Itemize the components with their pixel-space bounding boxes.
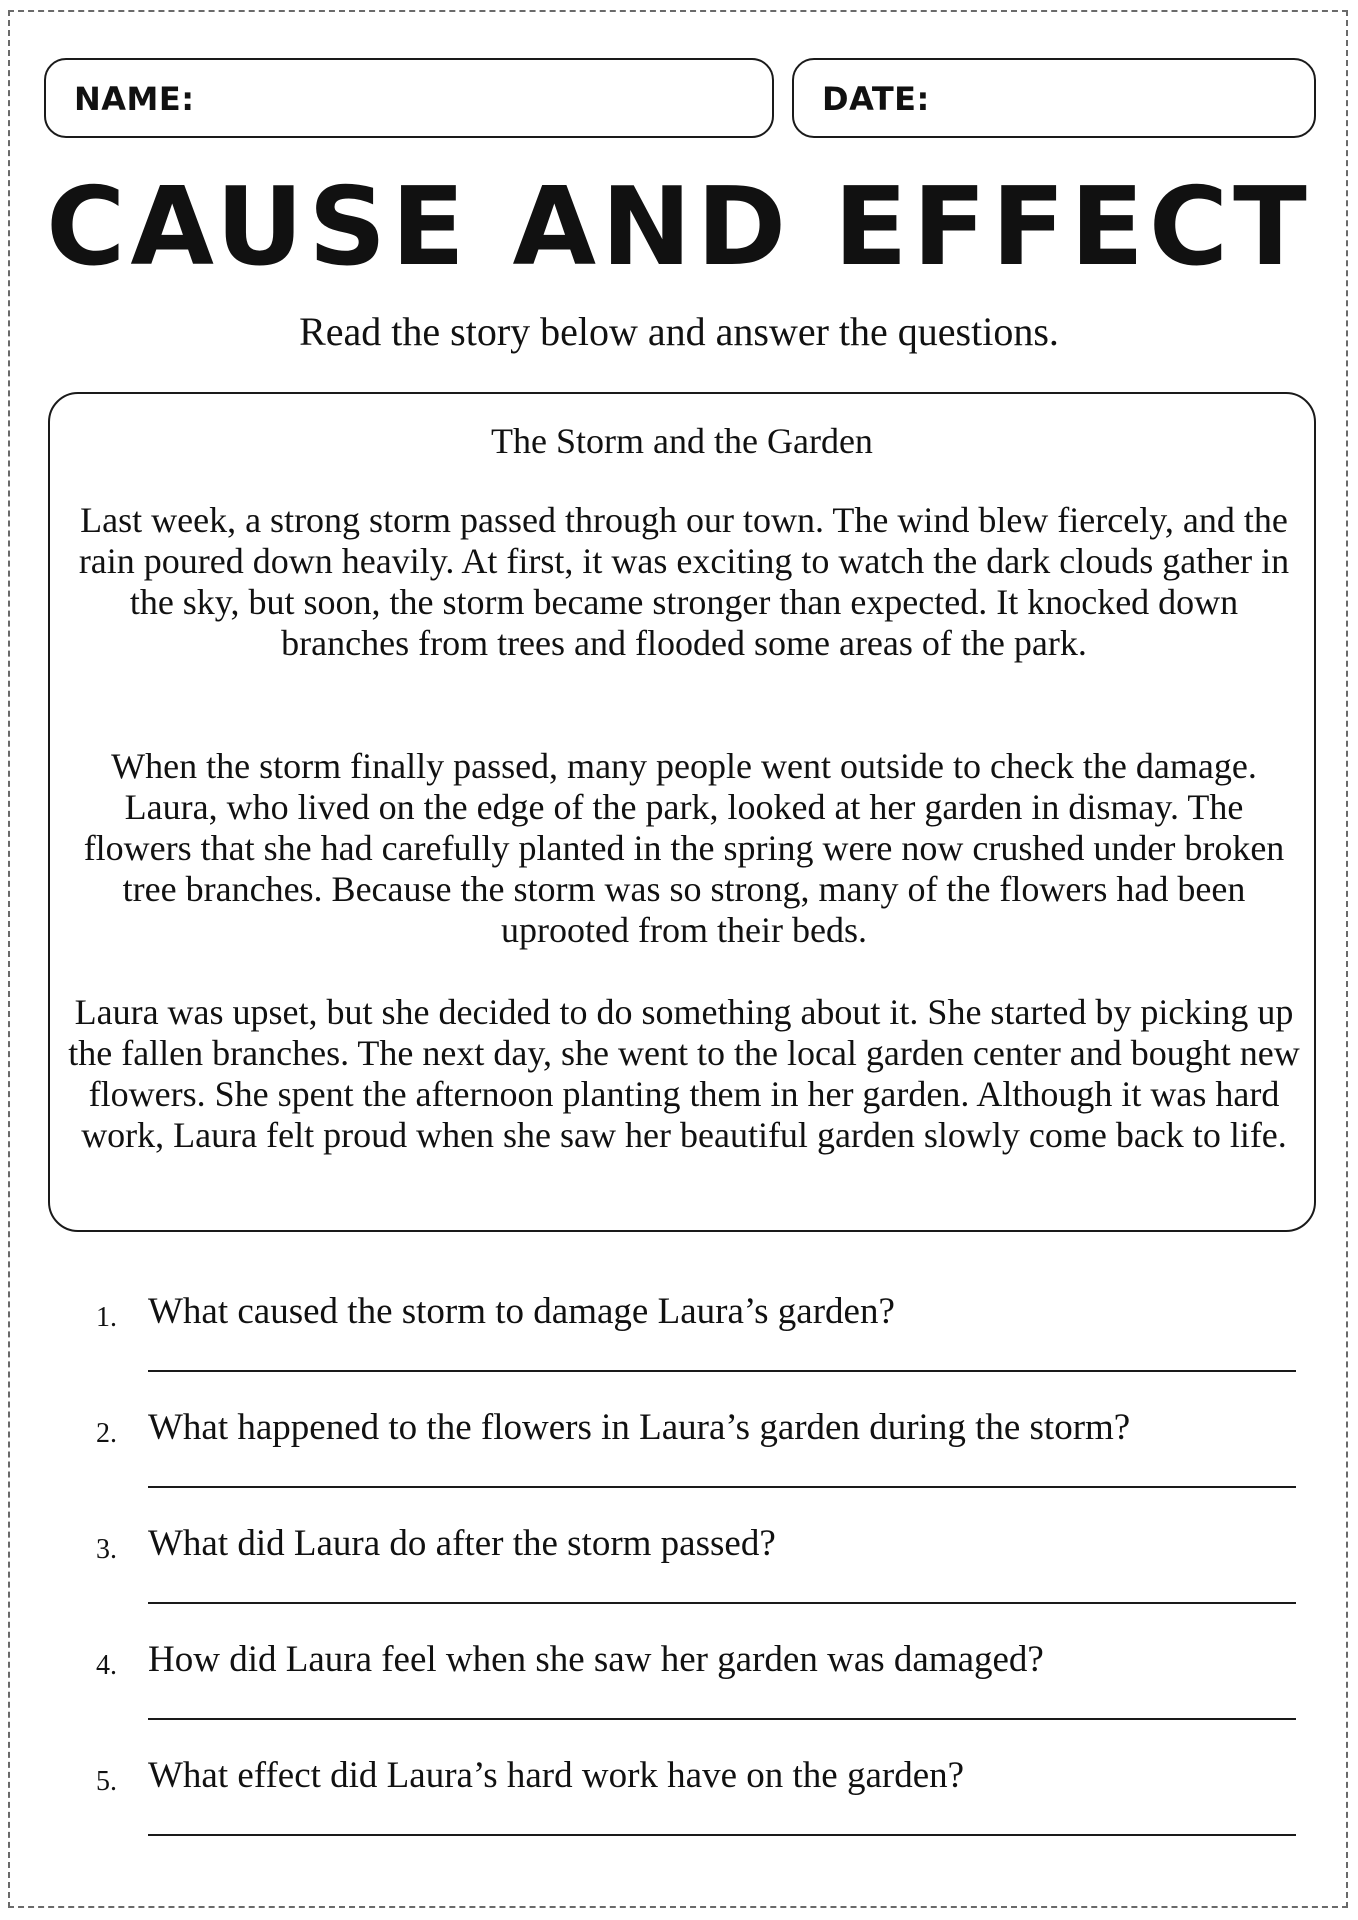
question-2 — [0, 1406, 1358, 1516]
story-paragraph: Last week, a strong storm passed through our town. The wind blew fiercely, and the rain poured down heavily. At first, it was exciting to watch the dark clouds gather in the sky, but soon, the storm became stronger than expected. It knocked down branches from trees and flooded some areas of the park. — [78, 500, 1290, 663]
question-1 — [0, 1290, 1358, 1400]
answer-line[interactable] — [148, 1602, 1296, 1604]
question-3 — [0, 1522, 1358, 1632]
story-paragraph: When the storm finally passed, many people went outside to check the damage. Laura, who lived on the edge of the park, looked at her garden in dismay. The flowers that she had carefully planted in the spring were now crushed under broken tree branches. Because the storm was so strong, many of the flowers had been uprooted from their beds. — [83, 746, 1285, 950]
instructions: Read the story below and answer the questions. — [299, 309, 1059, 354]
answer-line[interactable] — [148, 1834, 1296, 1836]
date-field[interactable] — [792, 58, 1316, 138]
name-field[interactable] — [44, 58, 774, 138]
question-number: 2. — [96, 1418, 117, 1449]
story-box — [48, 392, 1316, 1232]
question-4 — [0, 1638, 1358, 1748]
answer-line[interactable] — [148, 1718, 1296, 1720]
question-number: 4. — [96, 1650, 117, 1681]
question-text: What caused the storm to damage Laura’s garden? — [148, 1291, 895, 1332]
story-paragraph: Laura was upset, but she decided to do something about it. She started by picking up the fallen branches. The next day, she went to the local garden center and bought new flowers. She spent the afternoon planting them in her garden. Although it was hard work, Laura felt proud when she saw her beautiful garden slowly come back to life. — [68, 992, 1300, 1155]
name-label: NAME: — [74, 80, 195, 118]
question-5 — [0, 1754, 1358, 1864]
question-text: How did Laura feel when she saw her garden was damaged? — [148, 1639, 1044, 1680]
story-title: The Storm and the Garden — [491, 421, 873, 461]
question-number: 3. — [96, 1534, 117, 1565]
question-text: What did Laura do after the storm passed? — [148, 1523, 776, 1564]
worksheet-title: CAUSE AND EFFECT — [46, 165, 1312, 290]
answer-line[interactable] — [148, 1370, 1296, 1372]
question-number: 5. — [96, 1766, 117, 1797]
question-text: What happened to the flowers in Laura’s garden during the storm? — [148, 1407, 1131, 1448]
question-text: What effect did Laura’s hard work have on the garden? — [148, 1755, 965, 1796]
question-number: 1. — [96, 1302, 117, 1333]
answer-line[interactable] — [148, 1486, 1296, 1488]
date-label: DATE: — [822, 80, 930, 118]
